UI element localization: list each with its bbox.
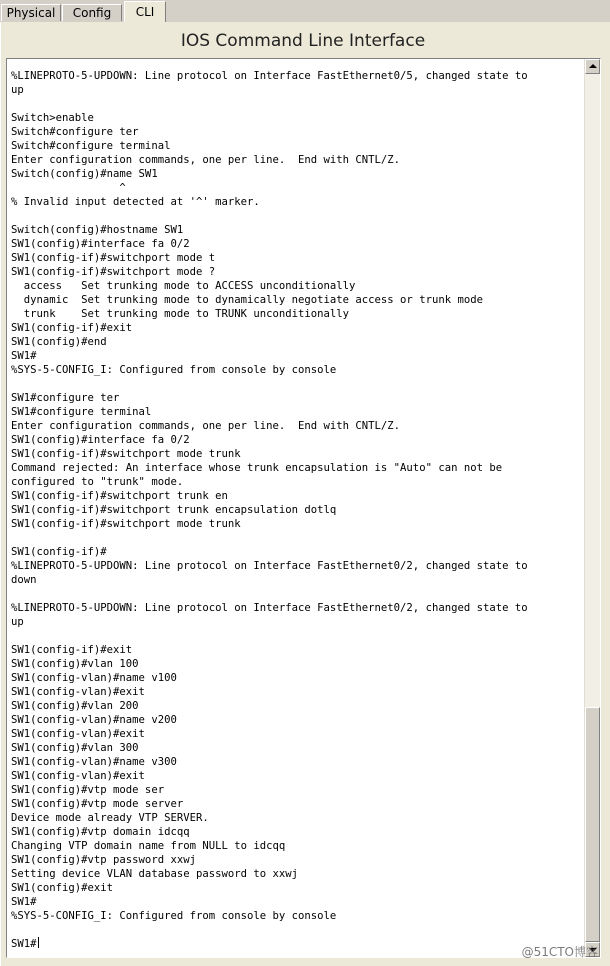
panel-title: IOS Command Line Interface [180, 31, 426, 51]
tab-bar [0, 0, 610, 23]
terminal-line: SW1(config-if)#switchport mode trunk [11, 448, 241, 460]
terminal-line: SW1(config)#vlan 100 [11, 658, 139, 670]
tab-physical[interactable]: Physical [1, 4, 61, 21]
terminal-line: Switch>enable [11, 112, 94, 124]
terminal-line: Switch(config)#name SW1 [11, 168, 158, 180]
watermark: @51CTO博客 [521, 945, 598, 959]
terminal-line: dynamic Set trunking mode to dynamically negotiate access or trunk mode [11, 294, 483, 306]
terminal-line: SW1#configure terminal [11, 406, 152, 418]
terminal-line: %SYS-5-CONFIG_I: Configured from console by console [11, 364, 337, 376]
cli-terminal[interactable] [6, 58, 601, 958]
terminal-line: SW1(config)#vlan 300 [11, 742, 139, 754]
terminal-line: SW1(config)#interface fa 0/2 [11, 238, 190, 250]
terminal-line: trunk Set trunking mode to TRUNK unconditionally [11, 308, 350, 320]
terminal-line: Switch#configure terminal [11, 140, 171, 152]
terminal-line: SW1(config-vlan)#exit [11, 686, 145, 698]
terminal-line: SW1(config)#vtp domain idcqq [11, 826, 190, 838]
terminal-line: %SYS-5-CONFIG_I: Configured from console by console [11, 910, 337, 922]
terminal-line: Setting device VLAN database password to xxwj [11, 868, 299, 880]
terminal-line: SW1# [11, 350, 37, 362]
terminal-line: SW1(config)#interface fa 0/2 [11, 434, 190, 446]
terminal-line: SW1(config-if)#switchport mode ? [11, 266, 216, 278]
tab-config[interactable]: Config [62, 4, 122, 21]
terminal-line: SW1(config-vlan)#name v300 [11, 756, 177, 768]
terminal-line: Enter configuration commands, one per line. End with CNTL/Z. [11, 154, 401, 166]
terminal-line: SW1#configure ter [11, 392, 120, 404]
terminal-line: access Set trunking mode to ACCESS unconditionally [11, 280, 356, 292]
terminal-line: SW1(config)#vtp mode server [11, 798, 184, 810]
arrow-up-icon [589, 64, 597, 68]
terminal-output[interactable] [11, 69, 583, 951]
terminal-line: configured to "trunk" mode. [11, 476, 184, 488]
terminal-line: SW1(config)#vtp mode ser [11, 784, 165, 796]
terminal-line: SW1(config)#vtp password xxwj [11, 854, 196, 866]
terminal-line: SW1(config-if)#exit [11, 644, 133, 656]
terminal-line: SW1# [11, 938, 37, 950]
terminal-line: up [11, 84, 24, 96]
scrollbar-thumb[interactable] [585, 707, 600, 942]
terminal-line: Switch(config)#hostname SW1 [11, 224, 184, 236]
terminal-line: SW1(config)#end [11, 336, 107, 348]
terminal-line: Command rejected: An interface whose trunk encapsulation is "Auto" can not be [11, 462, 503, 474]
scroll-up-button[interactable] [585, 59, 600, 74]
vertical-scrollbar[interactable] [584, 59, 600, 957]
terminal-line: SW1(config-if)#switchport mode trunk [11, 518, 241, 530]
terminal-line: Device mode already VTP SERVER. [11, 812, 209, 824]
terminal-line: SW1(config-vlan)#name v200 [11, 714, 177, 726]
terminal-line: SW1(config-if)#switchport mode t [11, 252, 216, 264]
terminal-line: Enter configuration commands, one per line. End with CNTL/Z. [11, 420, 401, 432]
terminal-line: SW1(config-if)#exit [11, 322, 133, 334]
terminal-line: %LINEPROTO-5-UPDOWN: Line protocol on Interface FastEthernet0/5, changed state to [11, 70, 528, 82]
terminal-line: Switch#configure ter [11, 126, 139, 138]
terminal-line: SW1(config-if)# [11, 546, 107, 558]
terminal-line: up [11, 616, 24, 628]
terminal-line: SW1(config-if)#switchport trunk encapsulation dotlq [11, 504, 337, 516]
terminal-line: ^ [11, 182, 126, 194]
terminal-line: SW1(config-vlan)#name v100 [11, 672, 177, 684]
terminal-line: SW1(config-vlan)#exit [11, 770, 145, 782]
terminal-line: down [11, 574, 37, 586]
terminal-line: %LINEPROTO-5-UPDOWN: Line protocol on Interface FastEthernet0/2, changed state to [11, 560, 528, 572]
terminal-line: SW1(config-if)#switchport trunk en [11, 490, 228, 502]
terminal-line: %LINEPROTO-5-UPDOWN: Line protocol on Interface FastEthernet0/2, changed state to [11, 602, 528, 614]
terminal-line: Changing VTP domain name from NULL to idcqq [11, 840, 286, 852]
terminal-line: SW1(config)#vlan 200 [11, 700, 139, 712]
cli-panel [0, 22, 610, 966]
terminal-line: SW1(config)#exit [11, 882, 114, 894]
tab-cli[interactable]: CLI [124, 1, 166, 23]
terminal-line: SW1# [11, 896, 37, 908]
text-cursor [38, 937, 39, 948]
terminal-line: % Invalid input detected at '^' marker. [11, 196, 260, 208]
terminal-line: SW1(config-vlan)#exit [11, 728, 145, 740]
